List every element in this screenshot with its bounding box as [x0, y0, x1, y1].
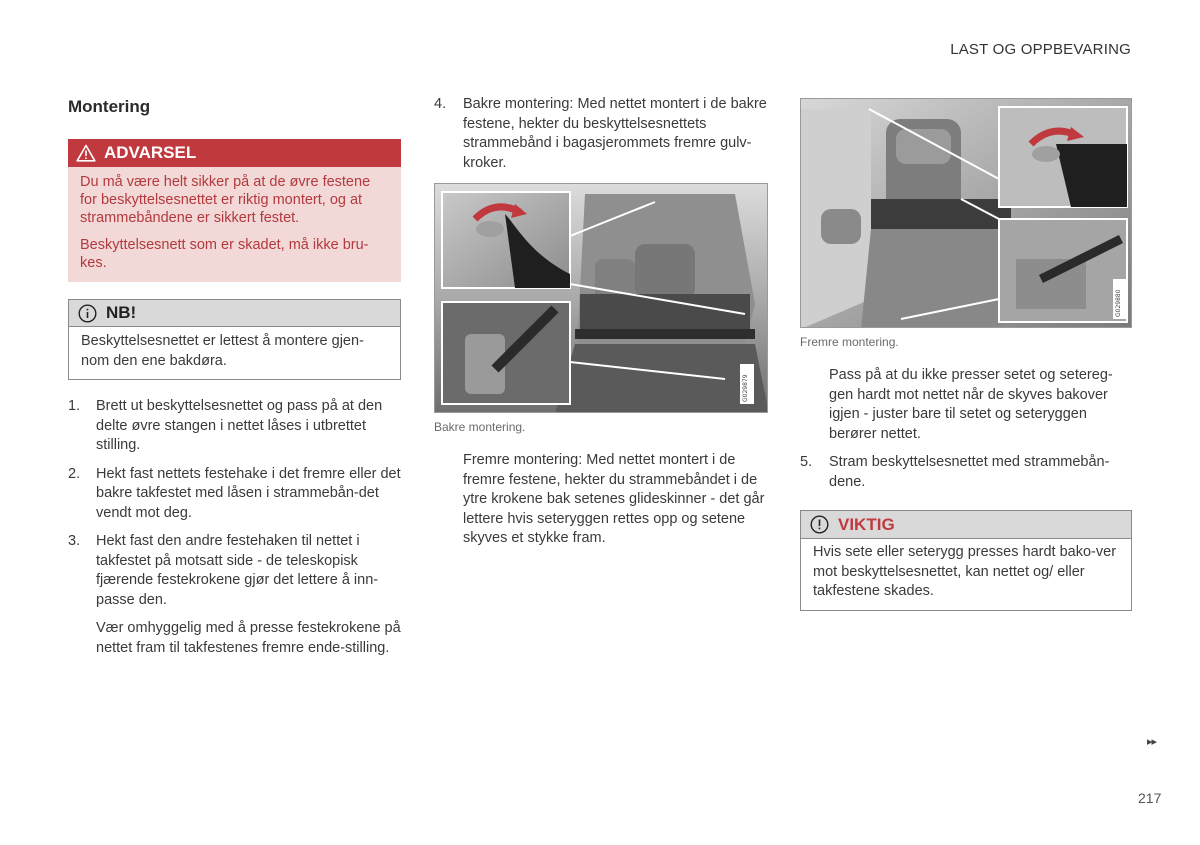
page-number: 217 — [1138, 790, 1162, 806]
warning-header — [68, 139, 401, 167]
warning-body — [68, 173, 401, 272]
rear-mounting-illustration — [434, 183, 768, 413]
step-text: Hekt fast den andre festehaken til nettet i takfestet på motsatt side - de teleskopisk fjærende festekrokene gjør det lettere å inn-passe den. — [96, 533, 379, 608]
step-text: Stram beskyttelsesnettet med strammebån-dene. — [829, 454, 1110, 490]
step-number: 5. — [800, 454, 813, 470]
step-text: Bakre montering: Med nettet montert i de bakre festene, hekter du beskyttelsesnettets strammebånd i bagasjerommets fremre gulv-kroker. — [463, 96, 767, 171]
warning-paragraph: Beskyttelsesnett som er skadet, må ikke bru-kes. — [80, 237, 369, 271]
note-title: NB! — [106, 303, 137, 322]
image-code: G029880 — [1115, 289, 1122, 317]
important-text: Hvis sete eller seterygg presses hardt bako-ver mot beskyttelsesnettet, kan nettet og/ eller takfestene skades. — [813, 544, 1117, 599]
steps-list — [800, 453, 1132, 492]
column-left — [68, 95, 401, 667]
step-number: 2. — [68, 465, 81, 482]
step-number: 3. — [68, 533, 81, 549]
step-number: 1. — [68, 398, 81, 414]
step-subtext: Vær omhyggelig med å presse festekrokene på nettet fram til takfestenes fremre ende-stilling. — [96, 620, 401, 656]
steps-list — [434, 95, 768, 173]
warning-title: ADVARSEL — [104, 143, 197, 162]
list-item — [68, 397, 401, 456]
note-text: Beskyttelsesnettet er lettest å montere gjen-nom den ene bakdøra. — [81, 333, 364, 369]
list-item — [68, 532, 401, 658]
warning-triangle-icon — [76, 144, 96, 162]
warning-box — [68, 139, 401, 282]
paragraph: Pass på at du ikke presser setet og setereg-gen hardt mot nettet når de skyves bakover igjen - juster bare til setet og seteryggen berører nettet. — [829, 367, 1113, 442]
steps-list — [68, 397, 401, 658]
column-right — [800, 98, 1132, 611]
figure-caption: Fremre montering. — [800, 335, 899, 349]
image-code: G029879 — [742, 374, 749, 402]
paragraph: Fremre montering: Med nettet montert i de fremre festene, hekter du strammebåndet i de ytre krokene bak setenes glideskinner - det går lettere hvis seteryggen rettes opp og setene skyves et stykke fram. — [463, 452, 765, 546]
info-icon — [78, 304, 97, 323]
important-header — [801, 511, 1131, 539]
important-title: VIKTIG — [838, 514, 895, 534]
important-box — [800, 510, 1132, 611]
list-item — [800, 453, 1132, 492]
section-title: LAST OG OPPBEVARING — [950, 41, 1131, 58]
exclamation-circle-icon — [810, 515, 829, 534]
front-mounting-illustration — [800, 98, 1132, 328]
figure-caption: Bakre montering. — [434, 420, 526, 434]
note-box — [68, 299, 401, 380]
list-item — [434, 95, 768, 173]
section-heading: Montering — [68, 97, 151, 116]
rear-mounting-photo — [435, 184, 768, 413]
list-item — [68, 465, 401, 524]
step-text: Hekt fast nettets festehake i det fremre eller det bakre takfestet med låsen i strammebån-det vendt mot deg. — [96, 465, 401, 521]
note-header — [69, 300, 400, 327]
step-text: Brett ut beskyttelsesnettet og pass på at den delte øvre stangen i nettet låses i utbrettet stilling. — [96, 398, 383, 453]
column-middle — [434, 95, 768, 549]
front-mounting-photo — [801, 99, 1132, 328]
next-page-arrows-icon: ▸▸ — [1147, 736, 1157, 748]
step-number: 4. — [434, 96, 447, 112]
warning-paragraph: Du må være helt sikker på at de øvre festene for beskyttelsesnettet er riktig montert, og at strammebåndene er sikkert festet. — [80, 174, 371, 226]
